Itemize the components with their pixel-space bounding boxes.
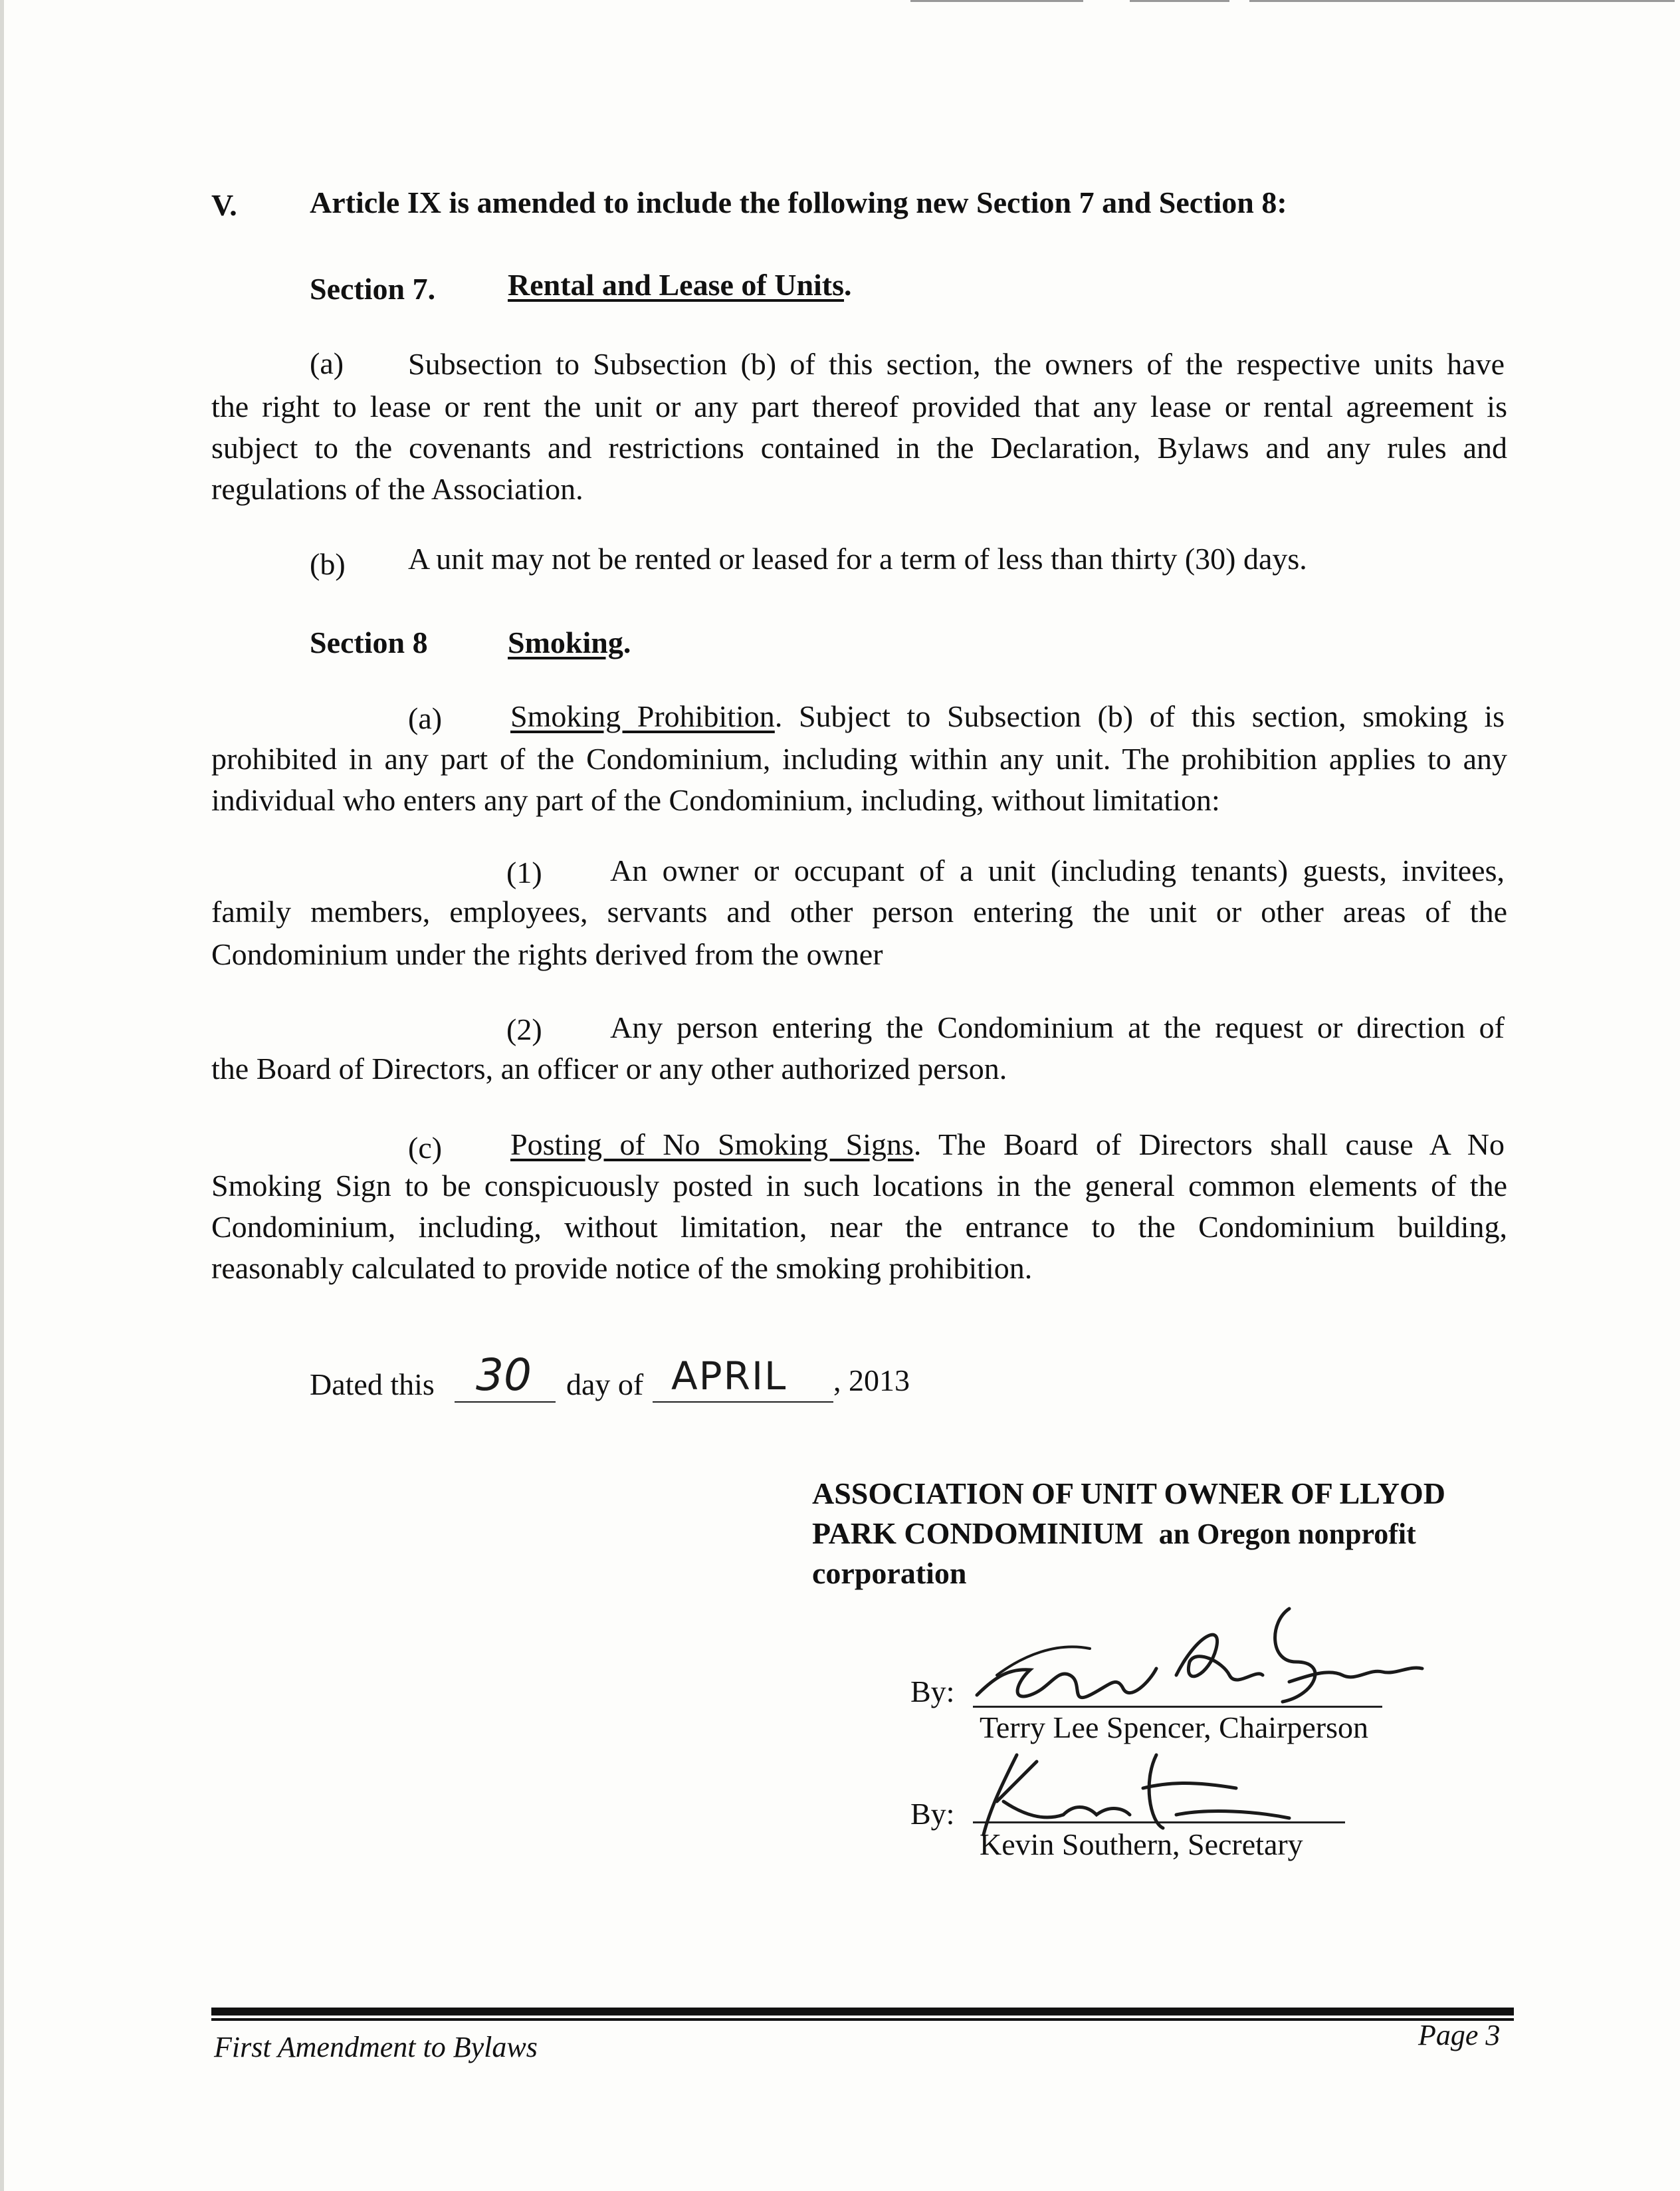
section8-title-wrap: Smoking. (508, 626, 631, 659)
section8-c-line4: reasonably calculated to provide notice of the smoking prohibition. (211, 1251, 1033, 1285)
association-line3: corporation (812, 1556, 967, 1590)
signature2-by: By: (910, 1797, 955, 1831)
signature1-by: By: (910, 1674, 955, 1708)
article-heading: Article IX is amended to include the following new Section 7 and Section 8: (310, 185, 1287, 219)
section8-c-line1: Posting of No Smoking Signs. The Board of Directors shall cause A No (510, 1127, 1505, 1161)
section7-title-wrap: Rental and Lease of Units. (508, 268, 852, 302)
section8-title: Smoking (508, 626, 623, 659)
signature2-name: Kevin Southern, Secretary (980, 1827, 1303, 1861)
section7-a-line2: the right to lease or rent the unit or any part thereof provided that any lease or rental agreement is (211, 390, 1507, 423)
association-line2: PARK CONDOMINIUM an Oregon nonprofit (812, 1516, 1416, 1550)
scan-edge (0, 0, 4, 2191)
scan-artifact (1249, 0, 1675, 2)
scan-artifact (1130, 0, 1229, 2)
footer-title: First Amendment to Bylaws (214, 2031, 538, 2063)
scan-artifact (910, 0, 1083, 2)
section7-a-marker: (a) (310, 346, 344, 380)
section8-c-line2: Smoking Sign to be conspicuously posted in such locations in the general common elements of the (211, 1169, 1507, 1203)
section8-c-marker: (c) (408, 1131, 443, 1165)
signature1-name: Terry Lee Spencer, Chairperson (980, 1710, 1369, 1744)
dated-day: 30 (476, 1349, 532, 1401)
section8-a-marker: (a) (408, 701, 443, 735)
item1-line3: Condominium under the rights derived from the owner (211, 937, 883, 971)
posting-signs-title: Posting of No Smoking Signs (510, 1127, 914, 1161)
dated-year: , 2013 (833, 1363, 910, 1397)
section7-a-line4: regulations of the Association. (211, 472, 583, 506)
smoking-prohibition-title: Smoking Prohibition (510, 699, 775, 733)
section7-b-text: A unit may not be rented or leased for a term of less than thirty (30) days. (408, 542, 1307, 576)
day-blank (455, 1401, 556, 1403)
item1-line1: An owner or occupant of a unit (including tenants) guests, invitees, (610, 854, 1505, 887)
dated-month: APRIL (671, 1353, 788, 1399)
item1-line2: family members, employees, servants and other person entering the unit or other areas of the (211, 895, 1507, 929)
section7-b-marker: (b) (310, 547, 346, 581)
section7-a-line1: Subsection to Subsection (b) of this section, the owners of the respective units have (408, 347, 1505, 381)
section8-a-line3: individual who enters any part of the Condominium, including, without limitation: (211, 783, 1220, 817)
dated-mid: day of (566, 1367, 644, 1401)
section7-label: Section 7. (310, 272, 436, 306)
section8-a-line1: Smoking Prohibition. Subject to Subsection (b) of this section, smoking is (510, 699, 1505, 733)
dated-prefix: Dated this (310, 1367, 435, 1401)
section8-label: Section 8 (310, 626, 428, 659)
month-blank (653, 1401, 833, 1403)
footer-rule-thick (211, 2008, 1514, 2016)
footer-rule-thin (211, 2018, 1514, 2021)
signature1-scribble (957, 1595, 1435, 1728)
article-numeral: V. (211, 188, 237, 222)
section8-c-line3: Condominium, including, without limitation, near the entrance to the Condominium building, (211, 1210, 1507, 1244)
item2-marker: (2) (506, 1012, 542, 1046)
item2-line2: the Board of Directors, an officer or any other authorized person. (211, 1052, 1007, 1086)
section7-a-line3: subject to the covenants and restrictions contained in the Declaration, Bylaws and any rules and (211, 431, 1507, 465)
item2-line1: Any person entering the Condominium at the request or direction of (610, 1010, 1505, 1044)
section7-title: Rental and Lease of Units (508, 268, 845, 302)
item1-marker: (1) (506, 856, 542, 889)
section8-a-line2: prohibited in any part of the Condominium, including within any unit. The prohibition applies to any (211, 742, 1507, 776)
association-line1: ASSOCIATION OF UNIT OWNER OF LLYOD (812, 1476, 1445, 1510)
page-number: Page 3 (1418, 2019, 1501, 2051)
